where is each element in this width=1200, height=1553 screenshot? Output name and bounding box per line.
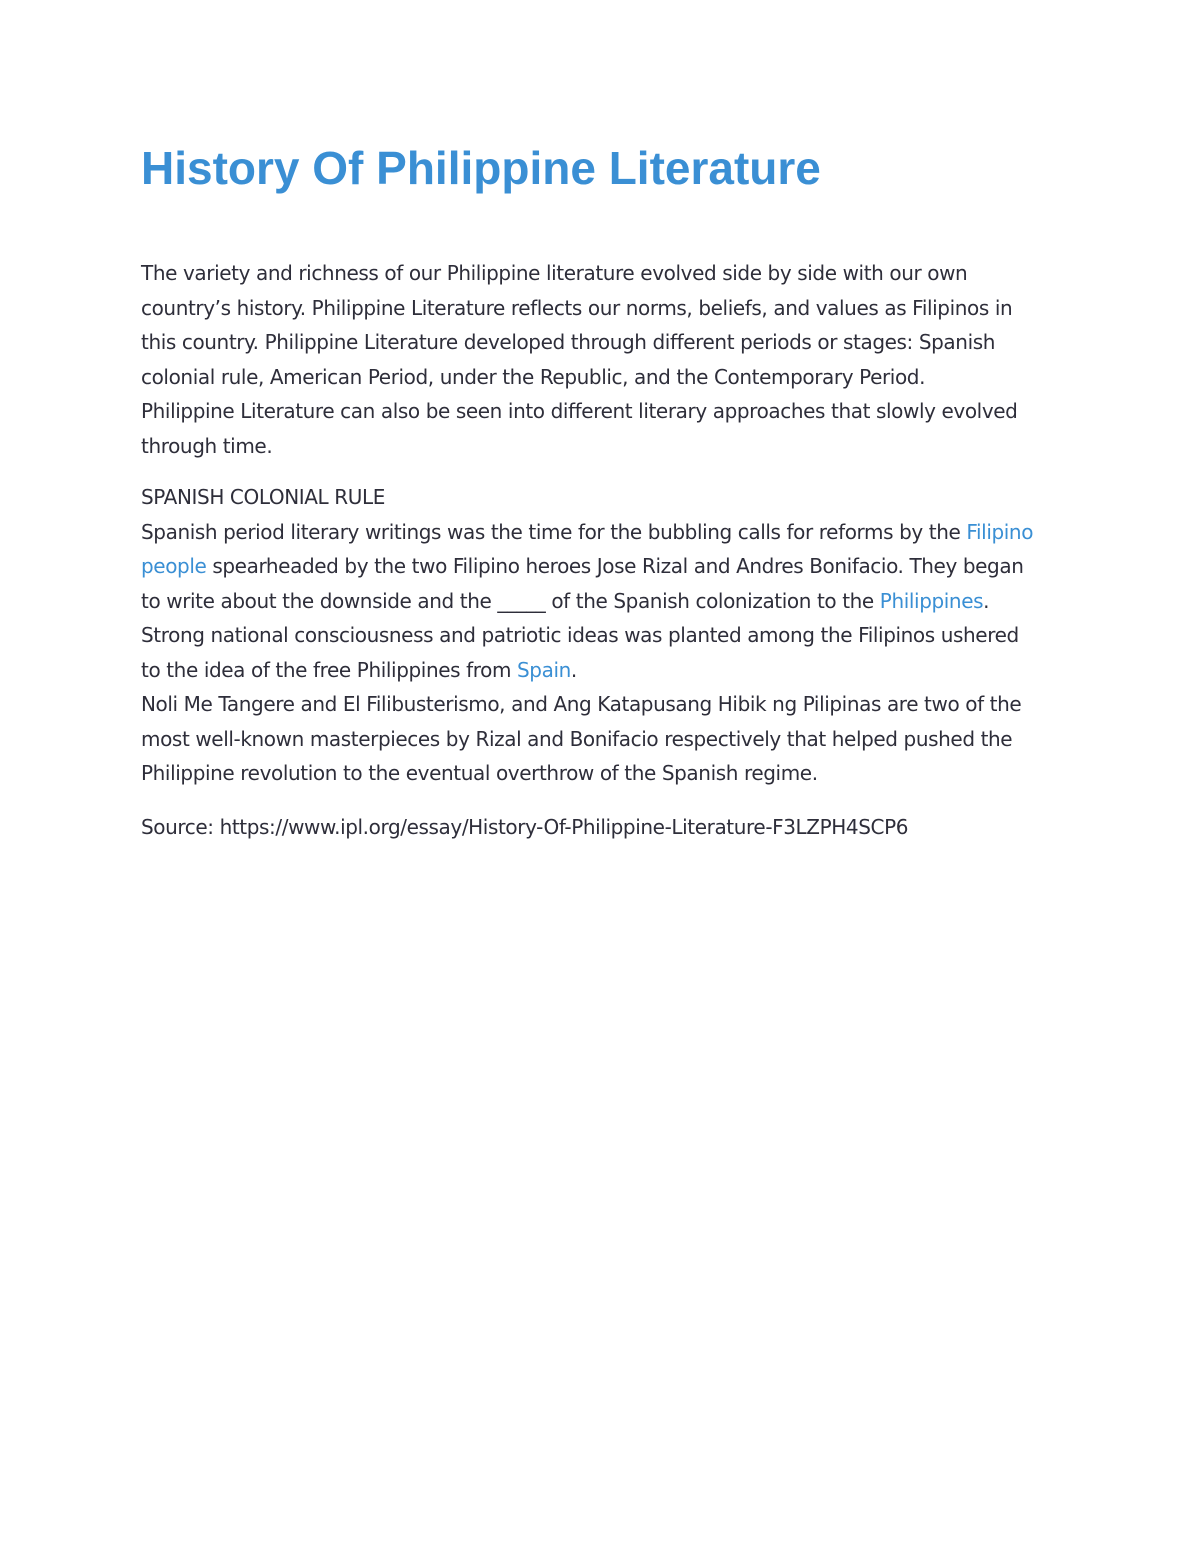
section-line: Philippine revolution to the eventual overthrow of the Spanish regime.	[141, 761, 818, 785]
section-line: Noli Me Tangere and El Filibusterismo, and Ang Katapusang Hibik ng Pilipinas are two of the	[141, 692, 1022, 716]
philippines-link[interactable]: Philippines	[879, 588, 984, 613]
section-text: spearheaded by the two Filipino heroes Jose Rizal and Andres Bonifacio. They began	[206, 554, 1024, 578]
section-heading: SPANISH COLONIAL RULE	[141, 485, 385, 509]
intro-line: colonial rule, American Period, under the Republic, and the Contemporary Period.	[141, 364, 926, 389]
section-text: Spanish period literary writings was the time for the bubbling calls for reforms by the	[141, 519, 967, 544]
section-text: to the idea of the free Philippines from	[141, 657, 518, 682]
section-line	[141, 584, 1061, 619]
section-text: .	[570, 657, 577, 682]
intro-line: through time.	[141, 433, 273, 458]
source-citation	[141, 810, 1061, 845]
page-title: History Of Philippine Literature	[141, 142, 821, 194]
filipino-people-link[interactable]: people	[141, 554, 207, 578]
source-text: Source: https://www.ipl.org/essay/History-Of-Philippine-Literature-F3LZPH4SCP6	[141, 815, 909, 839]
section-line	[141, 549, 1061, 584]
section-text: .	[983, 588, 990, 613]
intro-line: Philippine Literature can also be seen into different literary approaches that slowly evolved	[141, 399, 1018, 423]
spain-link[interactable]: Spain	[517, 657, 571, 682]
section-line: Strong national consciousness and patriotic ideas was planted among the Filipinos ushered	[141, 623, 1019, 647]
section-text: to write about the downside and the _____ of the Spanish colonization to the	[141, 588, 880, 613]
spanish-colonial-rule-section	[141, 480, 1061, 791]
section-line: most well-known masterpieces by Rizal and Bonifacio respectively that helped pushed the	[141, 726, 1013, 751]
intro-paragraph	[141, 256, 1061, 463]
intro-line: country’s history. Philippine Literature reflects our norms, beliefs, and values as Filipinos in	[141, 295, 1013, 320]
filipino-people-link[interactable]: Filipino	[966, 519, 1034, 544]
intro-line: The variety and richness of our Philippine literature evolved side by side with our own	[141, 261, 968, 285]
section-line	[141, 653, 1061, 688]
intro-line: this country. Philippine Literature developed through different periods or stages: Spanish	[141, 330, 996, 354]
section-line	[141, 515, 1061, 550]
